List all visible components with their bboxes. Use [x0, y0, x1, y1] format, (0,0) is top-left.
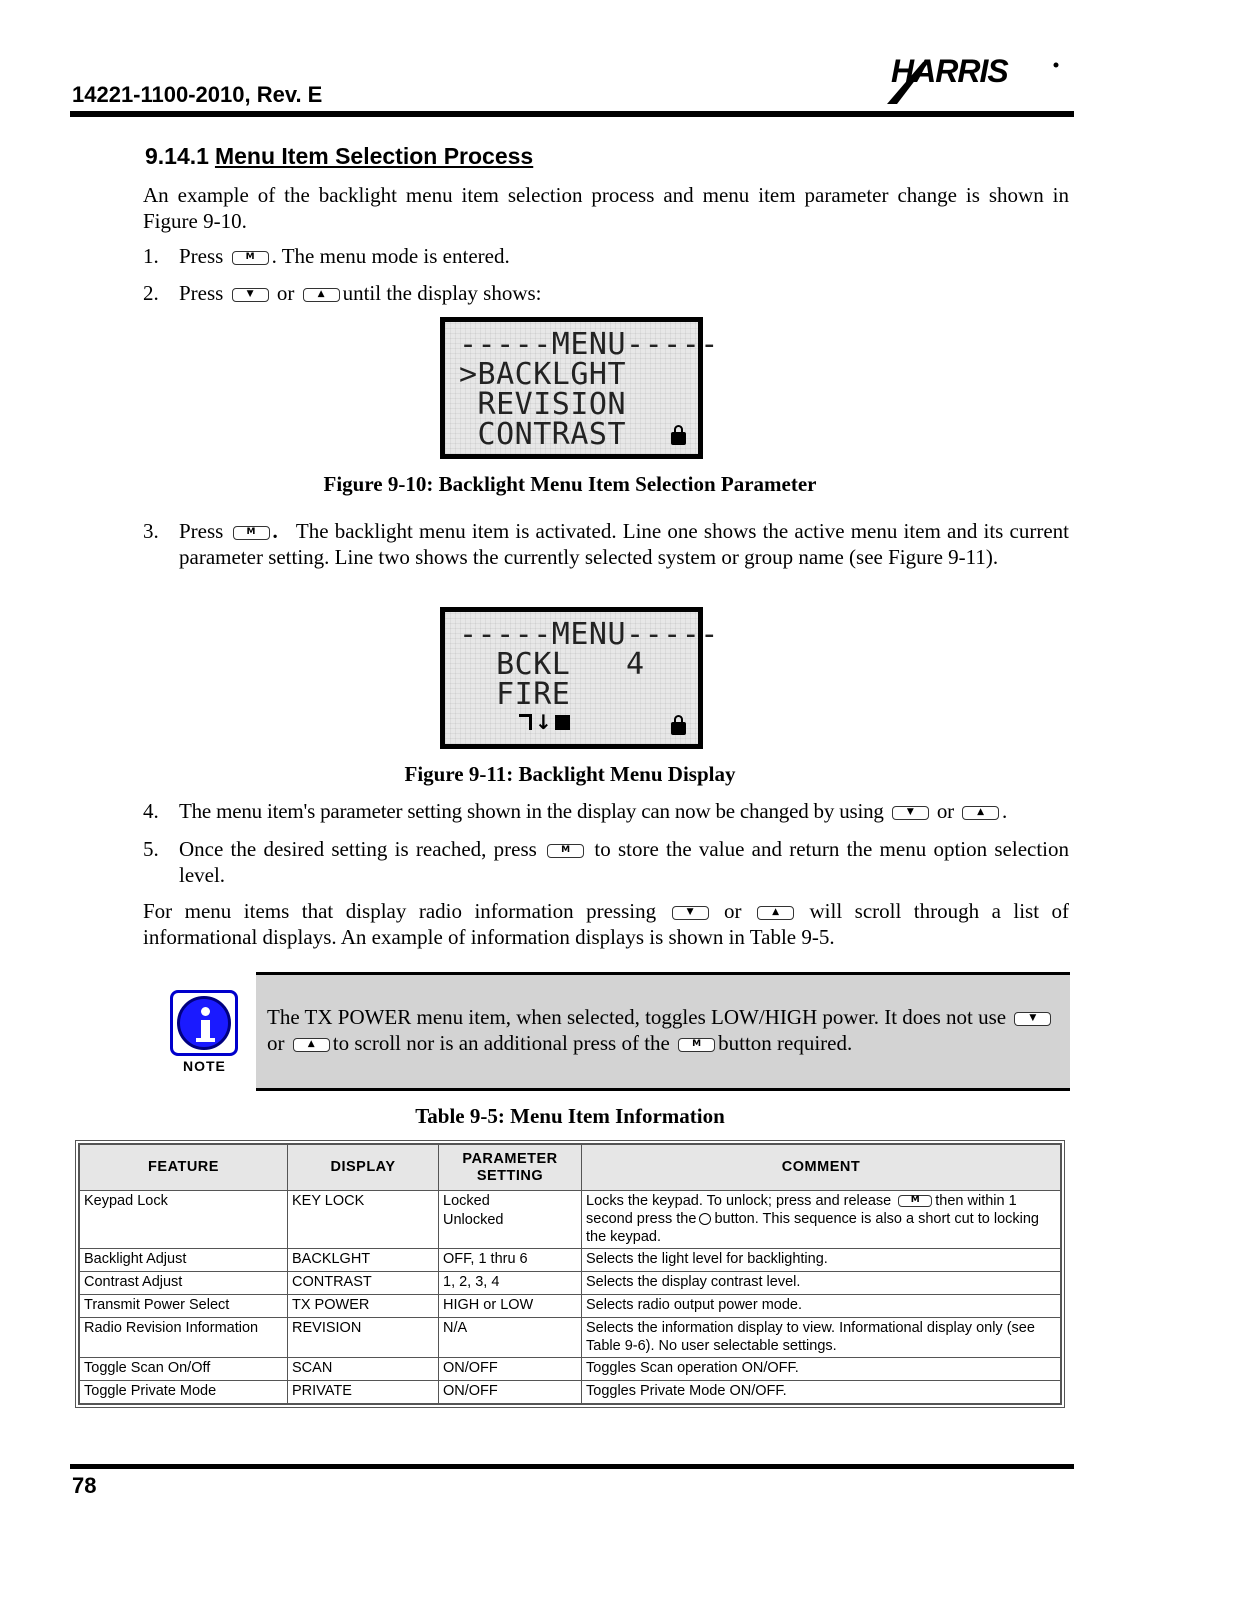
header-feature: FEATURE — [80, 1145, 288, 1191]
figure-9-10-caption: Figure 9-10: Backlight Menu Item Selection Parameter — [323, 472, 817, 496]
table-9-5-caption: Table 9-5: Menu Item Information — [415, 1104, 725, 1128]
table-row: Toggle Private Mode PRIVATE ON/OFF Toggles Private Mode ON/OFF. — [80, 1381, 1061, 1404]
table-row: Transmit Power Select TX POWER HIGH or LOW Selects radio output power mode. — [80, 1295, 1061, 1318]
harris-logo — [883, 52, 1065, 108]
down-key-icon: ▼ — [672, 906, 709, 920]
header-parameter-setting: PARAMETER SETTING — [439, 1145, 582, 1191]
menu-key-icon: M — [678, 1038, 715, 1052]
menu-key-icon: M — [547, 844, 584, 858]
scroll-paragraph: For menu items that display radio information pressing ▼ or ▲ will scroll through a list of informational displays. An example of information displays is shown in Table 9-5. — [143, 899, 1070, 949]
lock-icon — [671, 432, 686, 445]
lcd-display-backlight: -----MENU----- BCKL 4 FIRE ↓ — [440, 607, 703, 749]
document-number: 14221-1100-2010, Rev. E — [72, 82, 323, 107]
intro-paragraph: An example of the backlight menu item selection process and menu item parameter change is shown in Figure 9-10. — [143, 183, 1069, 233]
down-key-icon: ▼ — [892, 806, 929, 820]
menu-key-icon: M — [233, 526, 270, 540]
system-icon — [519, 714, 532, 730]
section-heading — [145, 143, 533, 170]
note-label: NOTE — [183, 1058, 226, 1074]
menu-key-icon: M — [898, 1195, 932, 1207]
step-1: 1. Press M . The menu mode is entered. — [143, 244, 510, 268]
lock-icon — [671, 722, 686, 735]
group-icon — [555, 715, 570, 730]
up-key-icon: ▲ — [303, 288, 340, 302]
header-comment: COMMENT — [582, 1145, 1061, 1191]
svg-text:HARRIS: HARRIS — [891, 53, 1008, 89]
keypad-lock-comment: Locks the keypad. To unlock; press and release M then within 1 second press the button. This sequence is also a short cut to locking the keypad. — [582, 1191, 1061, 1249]
step-5: 5. Once the desired setting is reached, press M to store the value and return the menu option selection level. — [143, 837, 1070, 887]
header-display: DISPLAY — [288, 1145, 439, 1191]
note-box: The TX POWER menu item, when selected, toggles LOW/HIGH power. It does not use ▼ or ▲ to scroll nor is an additional press of the M button required. — [256, 972, 1070, 1091]
note-info-icon — [170, 990, 238, 1056]
step-4: 4. The menu item's parameter setting shown in the display can now be changed by using ▼ or ▲ . — [143, 799, 1008, 823]
scan-down-icon: ↓ — [535, 710, 552, 734]
down-key-icon: ▼ — [232, 288, 269, 302]
section-title: Menu Item Selection Process — [214, 143, 534, 169]
up-key-icon: ▲ — [962, 806, 999, 820]
up-key-icon: ▲ — [293, 1038, 330, 1052]
menu-key-icon: M — [232, 251, 269, 265]
table-header-row — [80, 1145, 1061, 1191]
header-rule — [70, 111, 1074, 117]
down-key-icon: ▼ — [1014, 1012, 1051, 1026]
step-3: 3. Press M . The backlight menu item is activated. Line one shows the active menu item and its current parameter setting. Line two shows the currently selected system or group name (see Figure 9-11). — [143, 519, 1069, 569]
clear-button-icon — [699, 1213, 711, 1225]
figure-9-11-caption: Figure 9-11: Backlight Menu Display — [404, 762, 736, 786]
page-number: 78 — [72, 1473, 97, 1498]
table-row: Toggle Scan On/Off SCAN ON/OFF Toggles Scan operation ON/OFF. — [80, 1358, 1061, 1381]
footer-rule — [70, 1464, 1074, 1469]
up-key-icon: ▲ — [757, 906, 794, 920]
table-row: Contrast Adjust CONTRAST 1, 2, 3, 4 Selects the display contrast level. — [80, 1272, 1061, 1295]
lcd-display-menu: -----MENU----- >BACKLGHT REVISION CONTRAST — [440, 317, 703, 459]
table-row: Keypad Lock KEY LOCK Locked Unlocked Locks the keypad. To unlock; press and release M then within 1 second press the button. This sequence is also a short cut to locking the keypad. — [80, 1191, 1061, 1249]
section-number: 9.14.1 — [145, 143, 209, 169]
step-2: 2. Press ▼ or ▲ until the display shows: — [143, 281, 542, 305]
menu-item-table — [75, 1140, 1065, 1408]
table-row: Backlight Adjust BACKLGHT OFF, 1 thru 6 Selects the light level for backlighting. — [80, 1249, 1061, 1272]
table-row: Radio Revision Information REVISION N/A Selects the information display to view. Informational display only (see Table 9-6). No user selectable settings. — [80, 1318, 1061, 1358]
